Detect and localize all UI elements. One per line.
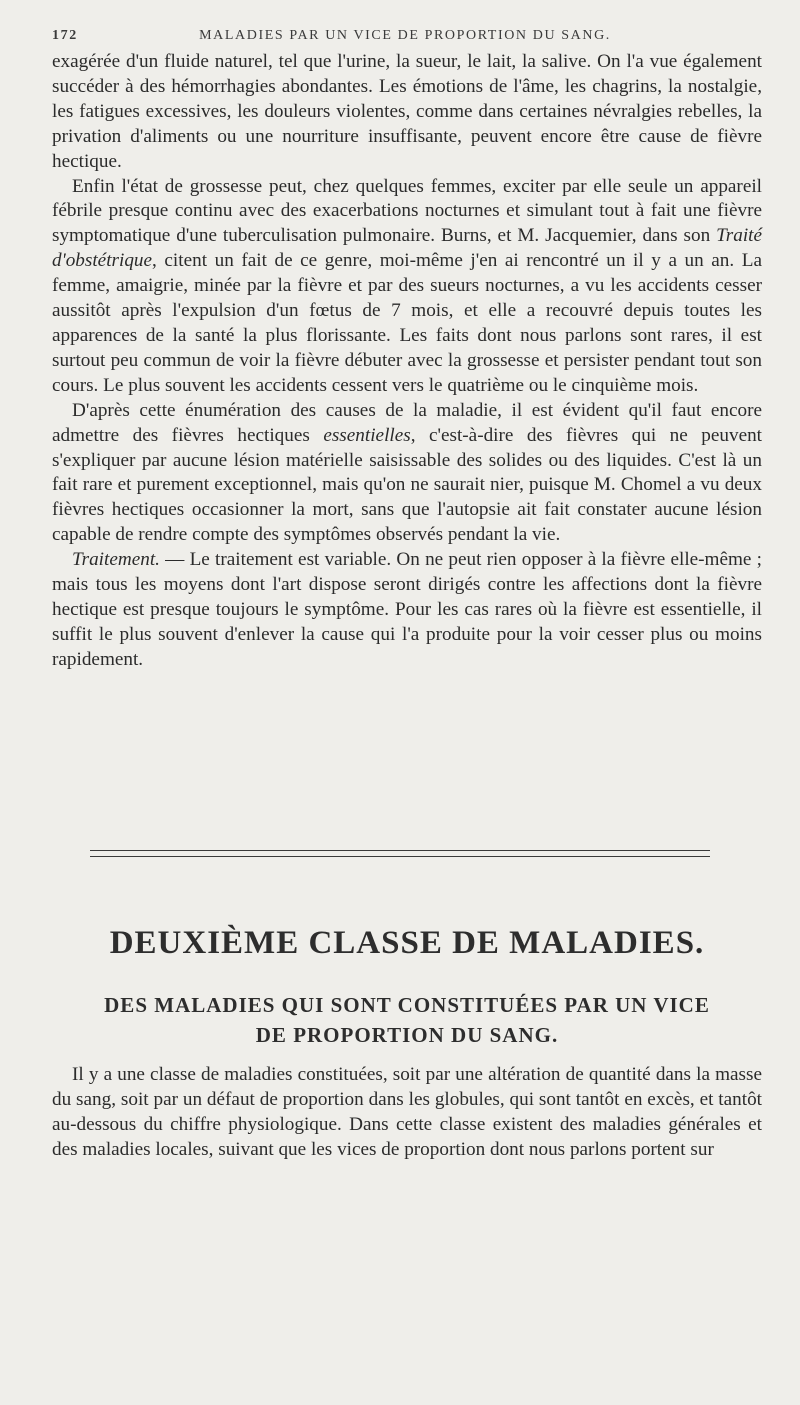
paragraph — [52, 548, 762, 673]
section-title: DEUXIÈME CLASSE DE MALADIES. — [109, 925, 705, 961]
paragraph — [52, 175, 762, 399]
book-title: Traité d'obstétrique — [52, 225, 762, 272]
subtitle-line: DE PROPORTION DU SANG. — [255, 1023, 559, 1047]
subtitle-line: DES MALADIES QUI SONT CONSTITUÉES PAR UN VICE — [104, 993, 710, 1017]
text-run: , c'est-à-dire des fièvres qui ne peuvent s'expliquer par aucune lésion matérielle saisissable des solides ou des liquides. C'est là un fait rare et purement exceptionnel, mais qu'on ne saurait nier, puisque M. Chomel a vu deux fièvres hectiques occasionner la mort, sans que l'autopsie ait fait constater aucune lésion capable de rendre compte des symptômes observés pendant la vie. — [52, 424, 763, 546]
text-run: Enfin l'état de grossesse peut, chez quelques femmes, exciter par elle seule un appareil fébrile presque continu avec des exacerbations nocturnes et simulant tout à fait une fièvre symptomatique d'une tuberculisation pulmonaire. Burns, et M. Jacquemier, dans son — [52, 175, 762, 247]
section-body — [52, 1063, 762, 1163]
text-run: D'après cette énumération des causes de la maladie, il est évident qu'il faut encore admettre des fièvres hectiques — [52, 399, 762, 446]
running-head — [52, 28, 762, 50]
section-divider — [90, 850, 710, 857]
page-body — [52, 28, 762, 673]
paragraph — [52, 399, 762, 548]
section-subtitle — [52, 990, 762, 1050]
paragraph: exagérée d'un fluide naturel, tel que l'urine, la sueur, le lait, la salive. On l'a vue également succéder à des hémorrhagies abondantes. Les émotions de l'âme, les chagrins, la nostalgie, les fatigues excessives, les douleurs violentes, comme dans certaines névralgies rebelles, la privation d'aliments ou une nourriture insuffisante, peuvent encore être cause de fièvre hectique. — [52, 51, 762, 172]
paragraph-heading: Traitement. — [72, 549, 160, 571]
text-run: , citent un fait de ce genre, moi-même j'en ai rencontré un il y a un an. La femme, amaigrie, minée par la fièvre et par des sueurs nocturnes, a vu les accidents cesser aussitôt après l'expulsion d'un fœtus de 7 mois, et elle a recouvré depuis toutes les apparences de la santé la plus florissante. Les faits dont nous parlons sont rares, il est surtout peu commun de voir la fièvre débuter avec la grossesse et persister pendant tout son cours. Le plus souvent les accidents cessent vers le quatrième ou le cinquième mois. — [52, 250, 762, 396]
emphasis: essentielles — [323, 424, 411, 446]
page-number: 172 — [52, 28, 78, 43]
text-run: — Le traitement est variable. On ne peut rien opposer à la fièvre elle-même ; mais tous les moyens dont l'art dispose seront dirigés contre les affections dont la fièvre hectique est presque toujours le symptôme. Pour les cas rares où la fièvre est essentielle, il suffit le plus souvent d'enlever la cause qui l'a produite pour la voir cesser plus ou moins rapidement. — [52, 549, 762, 670]
running-title: MALADIES PAR UN VICE DE PROPORTION DU SANG. — [199, 28, 611, 43]
paragraph: Il y a une classe de maladies constituées, soit par une altération de quantité dans la masse du sang, soit par un défaut de proportion dans les globules, qui sont tantôt en excès, et tantôt au-dessous du chiffre physiologique. Dans cette classe existent des maladies générales et des maladies locales, suivant que les vices de proportion dont nous parlons portent sur — [52, 1064, 762, 1160]
